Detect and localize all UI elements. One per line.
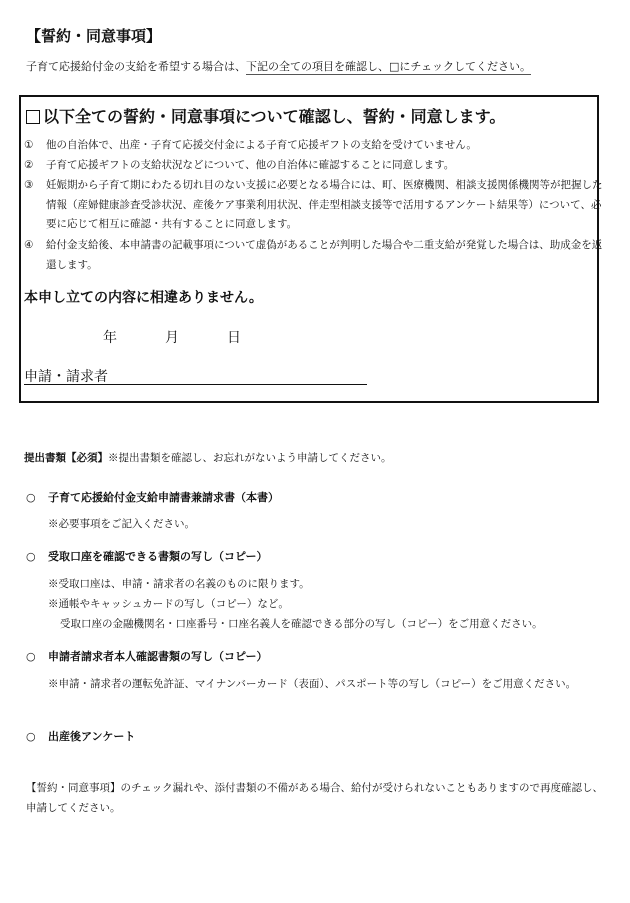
intro-text-underlined: 下記の全ての項目を確認し、□にチェックしてください。 <box>246 60 532 73</box>
pledge-item-3 <box>24 176 609 235</box>
pledge-item-4 <box>24 236 609 275</box>
document-note: ※申請・請求者の運転免許証、マイナンバーカード（表面）、パスポート等の写し（コピー）をご用意ください。 <box>48 678 577 690</box>
pledge-item-1 <box>24 136 609 156</box>
applicant-signature-line[interactable] <box>24 384 367 385</box>
bullet-circle-icon: ○ <box>26 491 36 504</box>
pledge-item-text: 妊娠期から子育て期にわたる切れ目のない支援に必要となる場合には、町、医療機関、相談支援関係機関等が把握した情報（産婦健康診査受診状況、産後ケア事業利用状況、伴走型相談支援等で活用するアンケート結果等）について、必要に応じて相互に確認・共有することに同意します。 <box>46 179 603 230</box>
document-item-title: 申請者請求者本人確認書類の写し（コピー） <box>48 650 268 663</box>
applicant-label: 申請・請求者 <box>24 369 108 385</box>
document-note: 受取口座の金融機関名・口座番号・口座名義人を確認できる部分の写し（コピー）をご用意ください。 <box>60 618 543 630</box>
documents-heading-required: 提出書類【必須】 <box>24 452 108 464</box>
section-heading: 【誓約・同意事項】 <box>26 27 162 45</box>
document-item-bank-account <box>26 548 268 564</box>
intro-text <box>26 58 531 74</box>
intro-text-before: 子育て応援給付金の支給を希望する場合は、 <box>26 60 246 73</box>
pledge-item-number: ② <box>24 159 34 171</box>
document-item-title: 子育て応援給付金支給申請書兼請求書（本書） <box>48 491 279 504</box>
document-item-survey <box>26 728 135 744</box>
date-month-label: 月 <box>165 330 179 346</box>
bullet-circle-icon: ○ <box>26 730 36 743</box>
pledge-item-number: ① <box>24 139 34 151</box>
document-item-title: 出産後アンケート <box>48 730 136 743</box>
document-item-title: 受取口座を確認できる書類の写し（コピー） <box>48 550 268 563</box>
bullet-circle-icon: ○ <box>26 550 36 563</box>
date-day-label: 日 <box>227 330 241 346</box>
pledge-item-text: 他の自治体で、出産・子育て応援交付金による子育て応援ギフトの支給を受けていません。 <box>46 139 477 151</box>
pledge-title-text: 以下全ての誓約・同意事項について確認し、誓約・同意します。 <box>43 107 506 126</box>
pledge-checkbox[interactable] <box>26 110 40 124</box>
confirmation-statement: 本申し立ての内容に相違ありません。 <box>24 290 263 306</box>
date-year-label: 年 <box>103 330 117 346</box>
pledge-item-text: 子育て応援ギフトの支給状況などについて、他の自治体に確認することに同意します。 <box>46 159 455 171</box>
document-note: ※通帳やキャッシュカードの写し（コピー）など。 <box>48 598 289 610</box>
pledge-item-2 <box>24 156 609 176</box>
pledge-item-text: 給付金支給後、本申請書の記載事項について虚偽があることが判明した場合や二重支給が発覚した場合は、助成金を返還します。 <box>46 239 603 271</box>
document-item-application <box>26 489 279 505</box>
pledge-title <box>26 104 505 127</box>
pledge-item-number: ③ <box>24 179 34 191</box>
documents-heading-note: ※提出書類を確認し、お忘れがないよう申請してください。 <box>108 452 392 464</box>
documents-heading <box>24 450 392 465</box>
document-note: ※必要事項をご記入ください。 <box>48 518 195 530</box>
pledge-item-number: ④ <box>24 239 34 251</box>
document-note: ※受取口座は、申請・請求者の名義のものに限ります。 <box>48 578 310 590</box>
footer-note: 【誓約・同意事項】のチェック漏れや、添付書類の不備がある場合、給付が受けられないこともありますので再度確認し、申請してください。 <box>26 782 603 814</box>
document-item-identity <box>26 648 268 664</box>
bullet-circle-icon: ○ <box>26 650 36 663</box>
